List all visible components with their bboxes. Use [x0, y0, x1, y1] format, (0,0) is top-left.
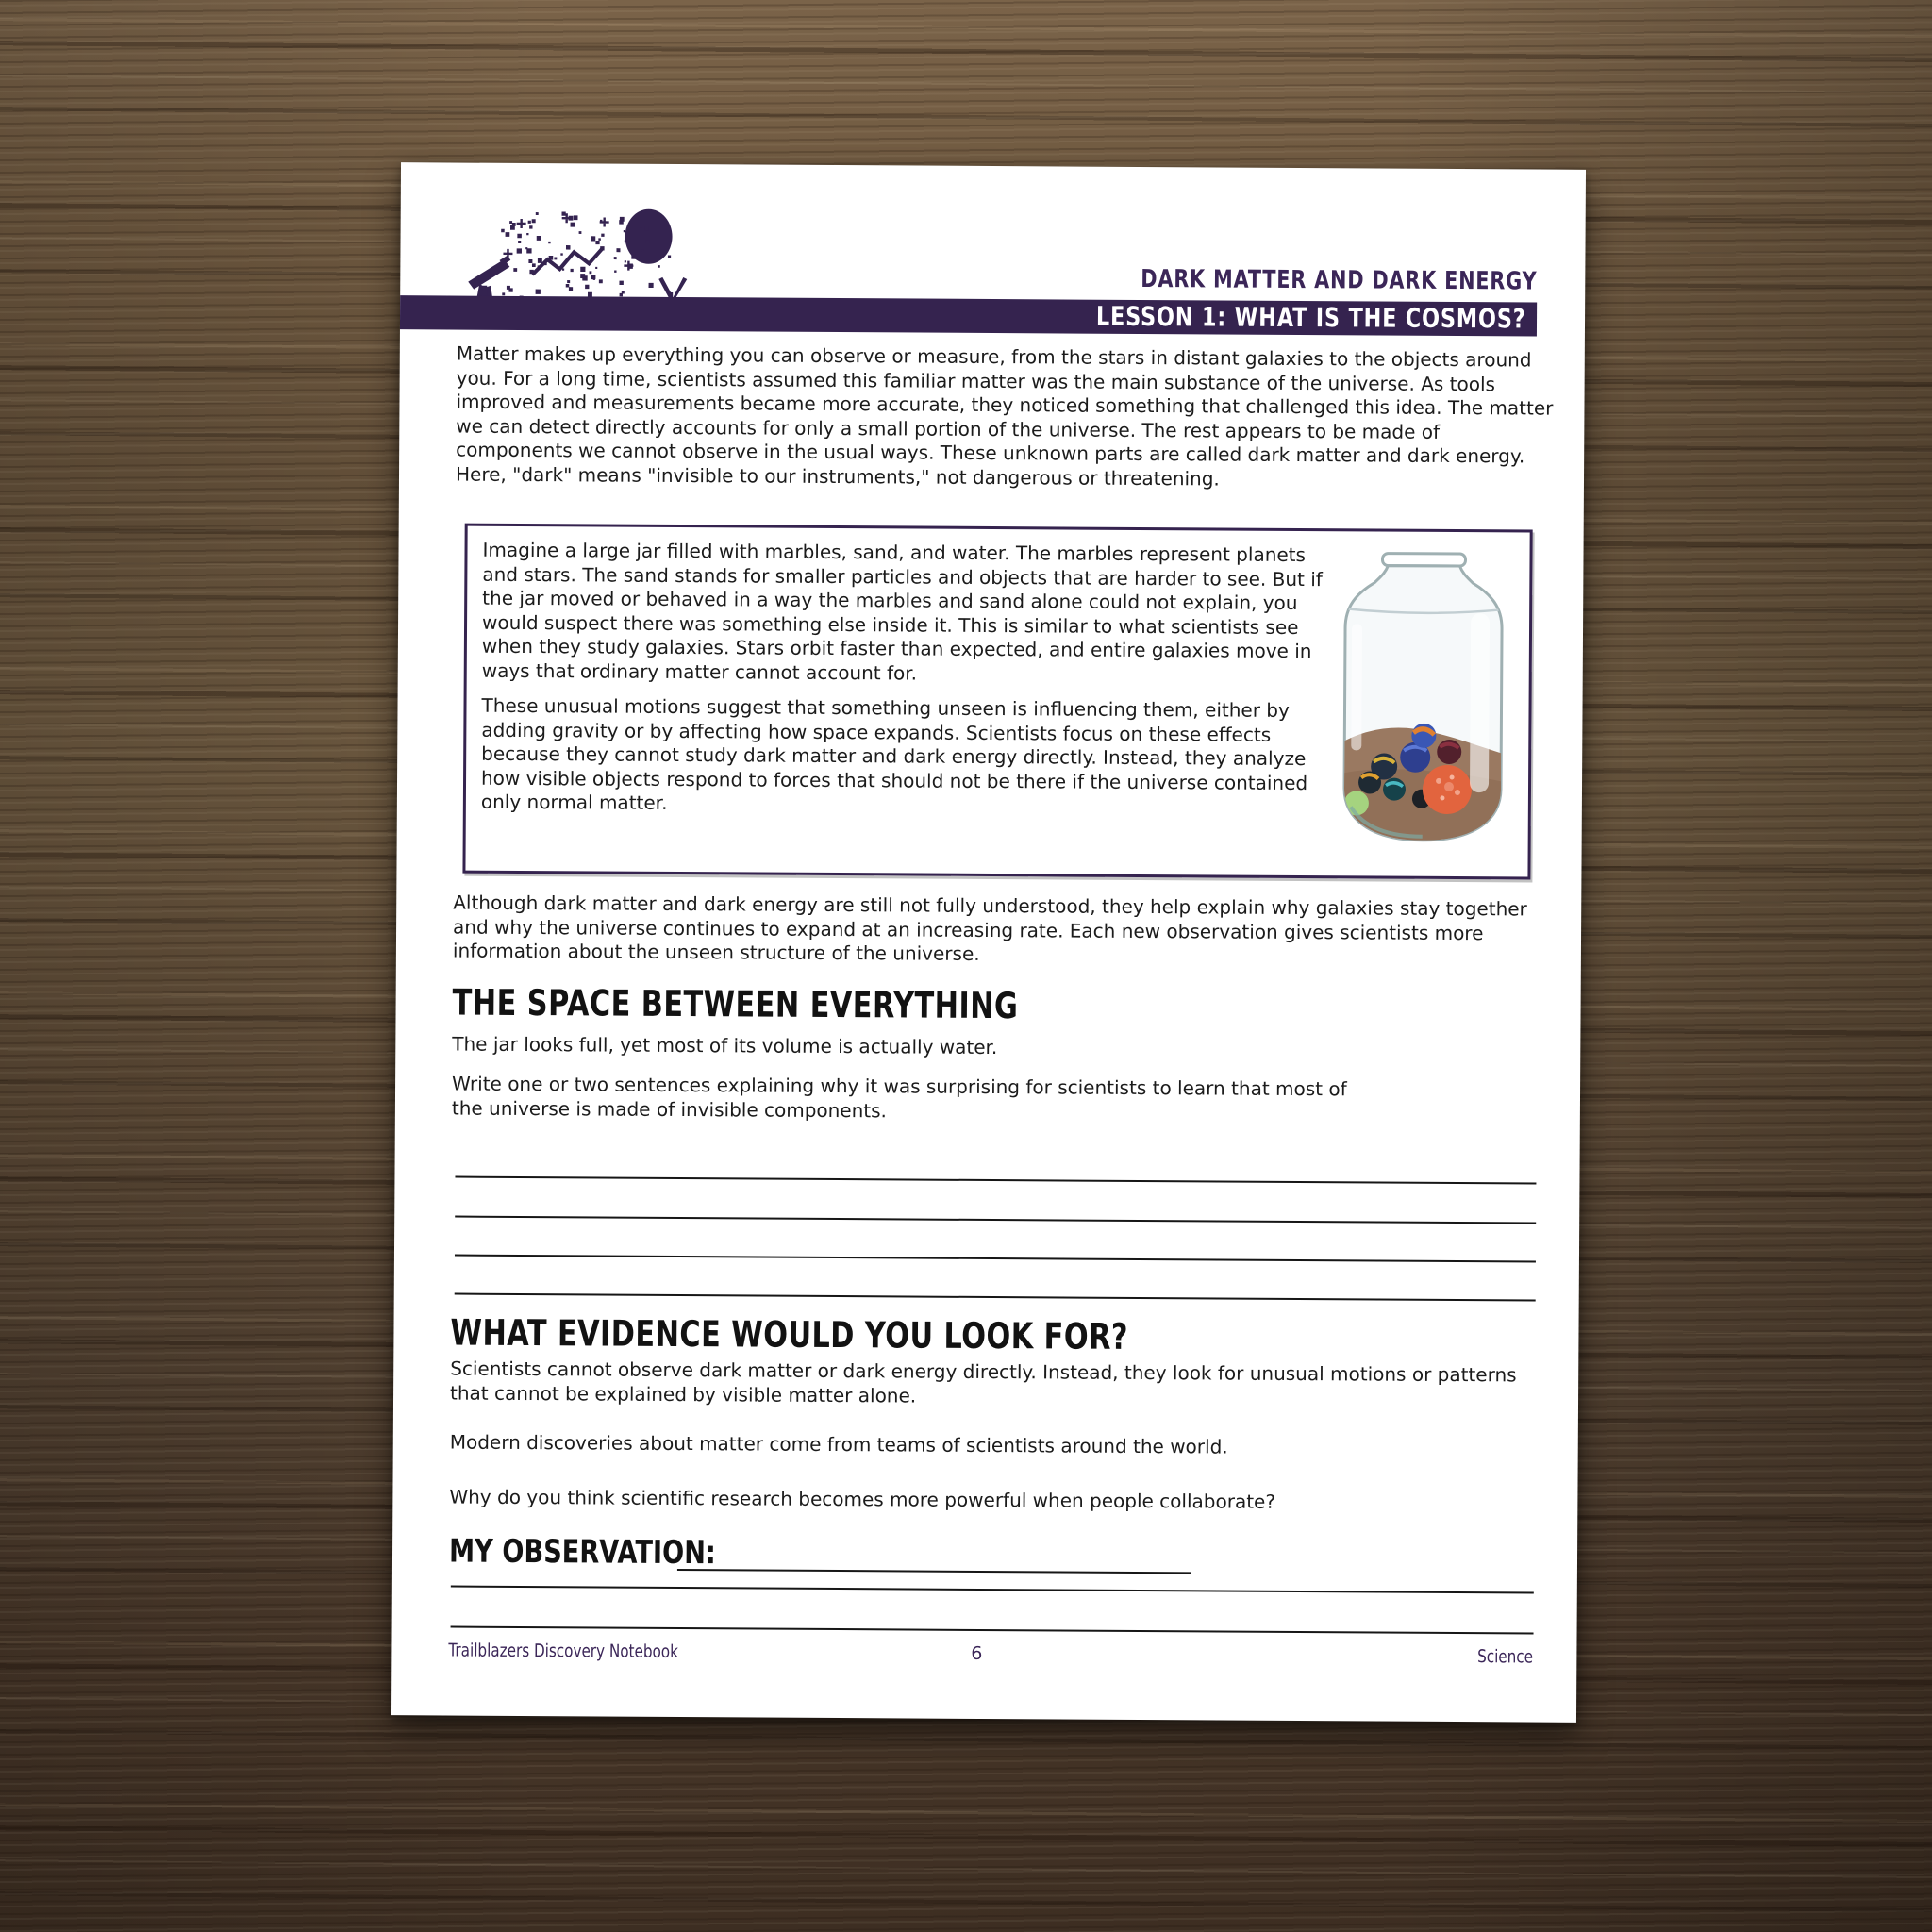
- lesson-banner-label: LESSON 1: WHAT IS THE COSMOS?: [1095, 300, 1526, 335]
- evidence-paragraph-1: Scientists cannot observe dark matter or dark energy directly. Instead, they look for unusual motions or patterns that cannot be explained by visible matter alone.: [450, 1357, 1517, 1407]
- jar-analogy-paragraph-2: These unusual motions suggest that something unseen is influencing them, either by adding gravity or by affecting how space expands. Scientists focus on these effects because they cannot study dark matter and dark energy directly. Instead, they analyze how visible objects respond to forces that should not be there if the universe contained only normal matter.: [480, 693, 1308, 814]
- section-heading-evidence: WHAT EVIDENCE WOULD YOU LOOK FOR?: [450, 1311, 1129, 1357]
- footer-series-title: Trailblazers Discovery Notebook: [448, 1640, 679, 1663]
- observation-line-1: [451, 1586, 1534, 1594]
- document-title: DARK MATTER AND DARK ENERGY: [1141, 264, 1538, 296]
- footer-subject: Science: [1477, 1646, 1534, 1668]
- observation-line-2: [451, 1626, 1534, 1635]
- writing-prompt: Write one or two sentences explaining why it was surprising for scientists to learn that most of the universe is made of invisible components.: [451, 1072, 1347, 1122]
- intro-paragraph: Matter makes up everything you can observe or measure, from the stars in distant galaxies to the objects around you. For a long time, scientists assumed this familiar matter was the main substance of the universe. As tools improved and measurements became more accurate, they noticed something that challenged this idea. The matter we can detect directly accounts for only a small portion of the universe. The rest appears to be made of components we cannot observe in the usual ways. These unknown parts are called dark matter and dark energy. Here, "dark" means "invisible to our instruments," not dangerous or threatening.: [455, 341, 1554, 490]
- jar-note-line: The jar looks full, yet most of its volume is actually water.: [452, 1032, 998, 1059]
- jar-analogy-paragraph-1: Imagine a large jar filled with marbles, sand, and water. The marbles represent planets and stars. The sand stands for smaller particles and objects that are harder to see. But if the jar moved or behaved in a way the marbles and sand alone could not explain, you would suspect there was something else inside it. This is similar to what scientists see when they study galaxies. Stars orbit faster than expected, and entire galaxies move in ways that ordinary matter cannot account for.: [481, 538, 1323, 685]
- answer-line-1: [455, 1176, 1536, 1185]
- constellation-line-icon: [532, 248, 602, 275]
- page-footer: [448, 1641, 1533, 1675]
- jar-analogy-box: [462, 524, 1532, 880]
- lesson-banner: [400, 295, 1537, 336]
- footer-page-number: 6: [971, 1642, 983, 1664]
- afterbox-paragraph: Although dark matter and dark energy are still not fully understood, they help explain why galaxies stay together and why the universe continues to expand at an increasing rate. Each new observation gives scientists more information about the unseen structure of the universe.: [452, 891, 1527, 965]
- answer-line-4: [455, 1293, 1536, 1302]
- my-observation-label: MY OBSERVATION:: [448, 1532, 716, 1573]
- jar-analogy-text: [481, 539, 1337, 831]
- jar-with-marbles-image: [1332, 550, 1515, 849]
- evidence-paragraph-2: Modern discoveries about matter come from teams of scientists around the world.: [449, 1430, 1228, 1458]
- answer-line-3: [455, 1255, 1536, 1263]
- worksheet-page: [391, 162, 1586, 1723]
- answer-line-2: [455, 1216, 1536, 1224]
- section-heading-space-between: THE SPACE BETWEEN EVERYTHING: [452, 981, 1019, 1027]
- evidence-question: Why do you think scientific research becomes more powerful when people collaborate?: [449, 1485, 1276, 1513]
